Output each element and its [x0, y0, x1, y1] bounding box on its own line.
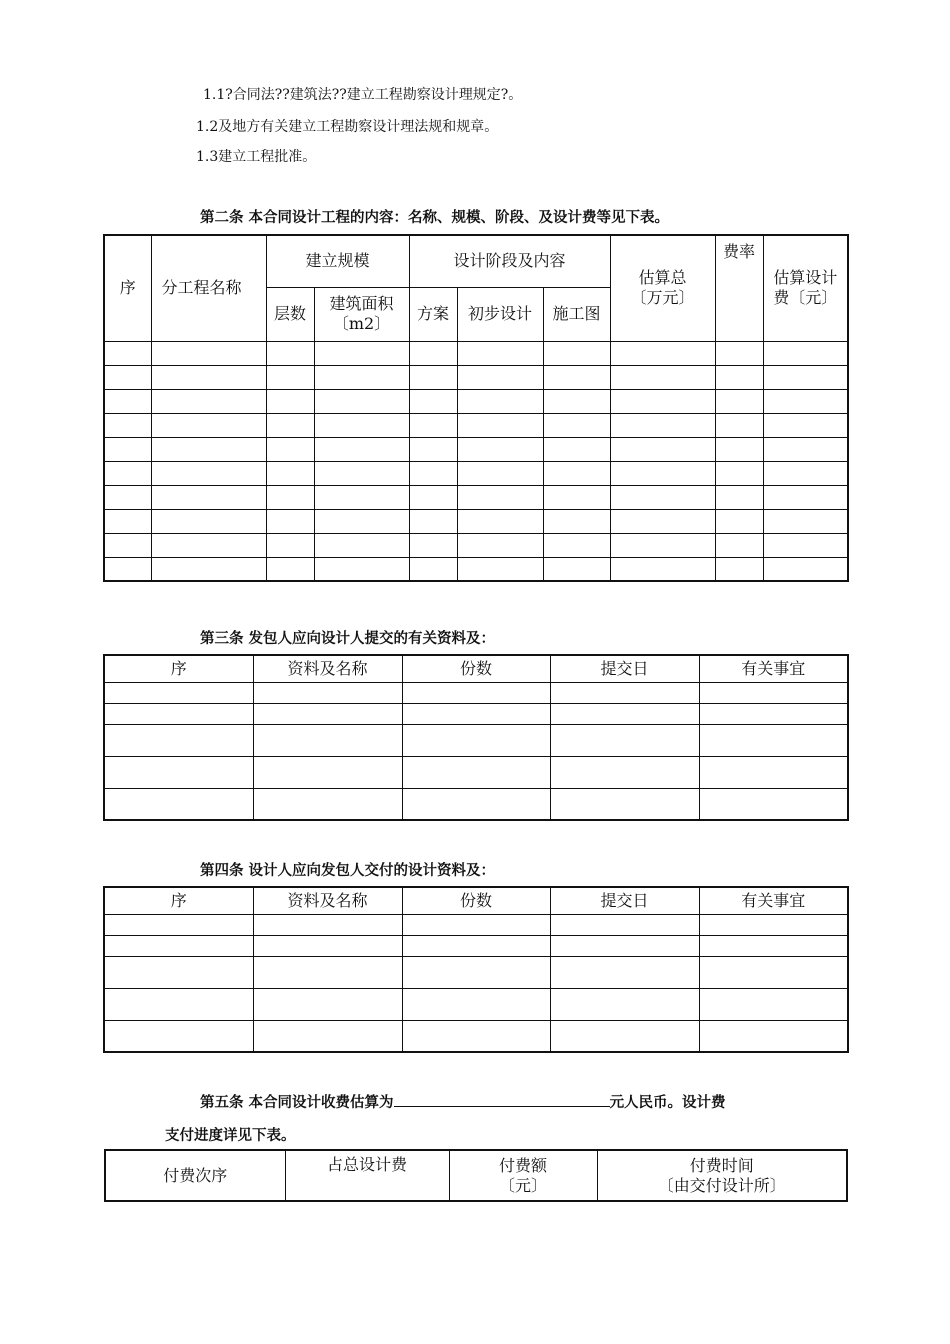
amt-line2: 〔元〕 [498, 1175, 547, 1195]
col-rate: 费率 [715, 235, 763, 341]
table-row [104, 914, 848, 935]
col-copies: 份数 [402, 887, 550, 914]
table-row [104, 988, 848, 1020]
designer-deliverables-table [103, 886, 849, 1053]
article-5-heading-part2: 元人民币。设计费 [609, 1095, 726, 1111]
fee-amount-blank[interactable] [394, 1092, 610, 1107]
table-row [104, 461, 848, 485]
table-row [104, 1020, 848, 1052]
design-project-table [103, 234, 849, 582]
article-4-heading: 第四条 设计人应向发包人交付的设计资料及： [200, 863, 496, 879]
est-line1: 估算总 [638, 268, 687, 288]
clause-1-2: 1.2及地方有关建立工程勘察设计理法规和规章。 [196, 119, 499, 135]
table-row [104, 509, 848, 533]
article-3-heading: 第三条 发包人应向设计人提交的有关资料及： [200, 631, 496, 647]
article-2-heading: 第二条 本合同设计工程的内容：名称、规模、阶段、及设计费等见下表。 [200, 210, 670, 226]
col-seq: 序 [104, 655, 253, 682]
table-row [104, 365, 848, 389]
col-preliminary: 初步设计 [457, 287, 543, 341]
col-submit-date: 提交日 [550, 887, 699, 914]
payment-schedule-table [104, 1149, 848, 1202]
clause-1-3: 1.3建立工程批准。 [196, 149, 317, 165]
table-row [104, 485, 848, 509]
col-building-area [314, 287, 409, 341]
col-remarks: 有关事宜 [699, 887, 848, 914]
article-5-heading-line2: 支付进度详见下表。 [165, 1128, 296, 1144]
col-seq: 序 [104, 235, 151, 341]
col-scale: 建立规模 [266, 235, 409, 287]
table-row [104, 956, 848, 988]
table-row [104, 533, 848, 557]
area-line2: 〔m2〕 [332, 314, 391, 333]
time-line1: 付费时间 [689, 1155, 754, 1175]
col-copies: 份数 [402, 655, 550, 682]
table-row [104, 724, 848, 756]
col-estimated-fee [763, 235, 848, 341]
col-subproject-name: 分工程名称 [151, 235, 266, 341]
table-row [104, 557, 848, 581]
col-construction-drawing: 施工图 [543, 287, 610, 341]
table-row [104, 389, 848, 413]
col-submit-date: 提交日 [550, 655, 699, 682]
fee-line1: 估算设计 [773, 268, 838, 288]
col-payment-time [597, 1150, 847, 1201]
article-5-heading-part1: 第五条 本合同设计收费估算为 [200, 1095, 394, 1111]
col-seq: 序 [104, 887, 253, 914]
article-5-heading [200, 1091, 726, 1112]
col-material-name: 资料及名称 [253, 887, 402, 914]
table-row [104, 341, 848, 365]
col-payment-order: 付费次序 [105, 1150, 285, 1201]
amt-line1: 付费额 [498, 1155, 547, 1175]
clause-1-1: 1.1?合同法??建筑法??建立工程勘察设计理规定?。 [203, 87, 523, 103]
col-payment-amount [449, 1150, 597, 1201]
table-row [104, 788, 848, 820]
area-line1: 建筑面积 [329, 294, 394, 313]
time-line2: 〔由交付设计所〕 [657, 1175, 786, 1195]
client-materials-table [103, 654, 849, 821]
col-estimate-total [610, 235, 715, 341]
table-row [104, 756, 848, 788]
table-row [104, 413, 848, 437]
table-row [104, 682, 848, 703]
col-percent-of-fee: 占总设计费 [285, 1150, 449, 1201]
table-row [104, 935, 848, 956]
table-row [104, 703, 848, 724]
col-floors: 层数 [266, 287, 314, 341]
col-material-name: 资料及名称 [253, 655, 402, 682]
fee-line2: 费〔元〕 [773, 288, 838, 308]
col-stage: 设计阶段及内容 [409, 235, 610, 287]
est-line2: 〔万元〕 [630, 288, 695, 308]
col-scheme: 方案 [409, 287, 457, 341]
table-row [104, 437, 848, 461]
col-remarks: 有关事宜 [699, 655, 848, 682]
